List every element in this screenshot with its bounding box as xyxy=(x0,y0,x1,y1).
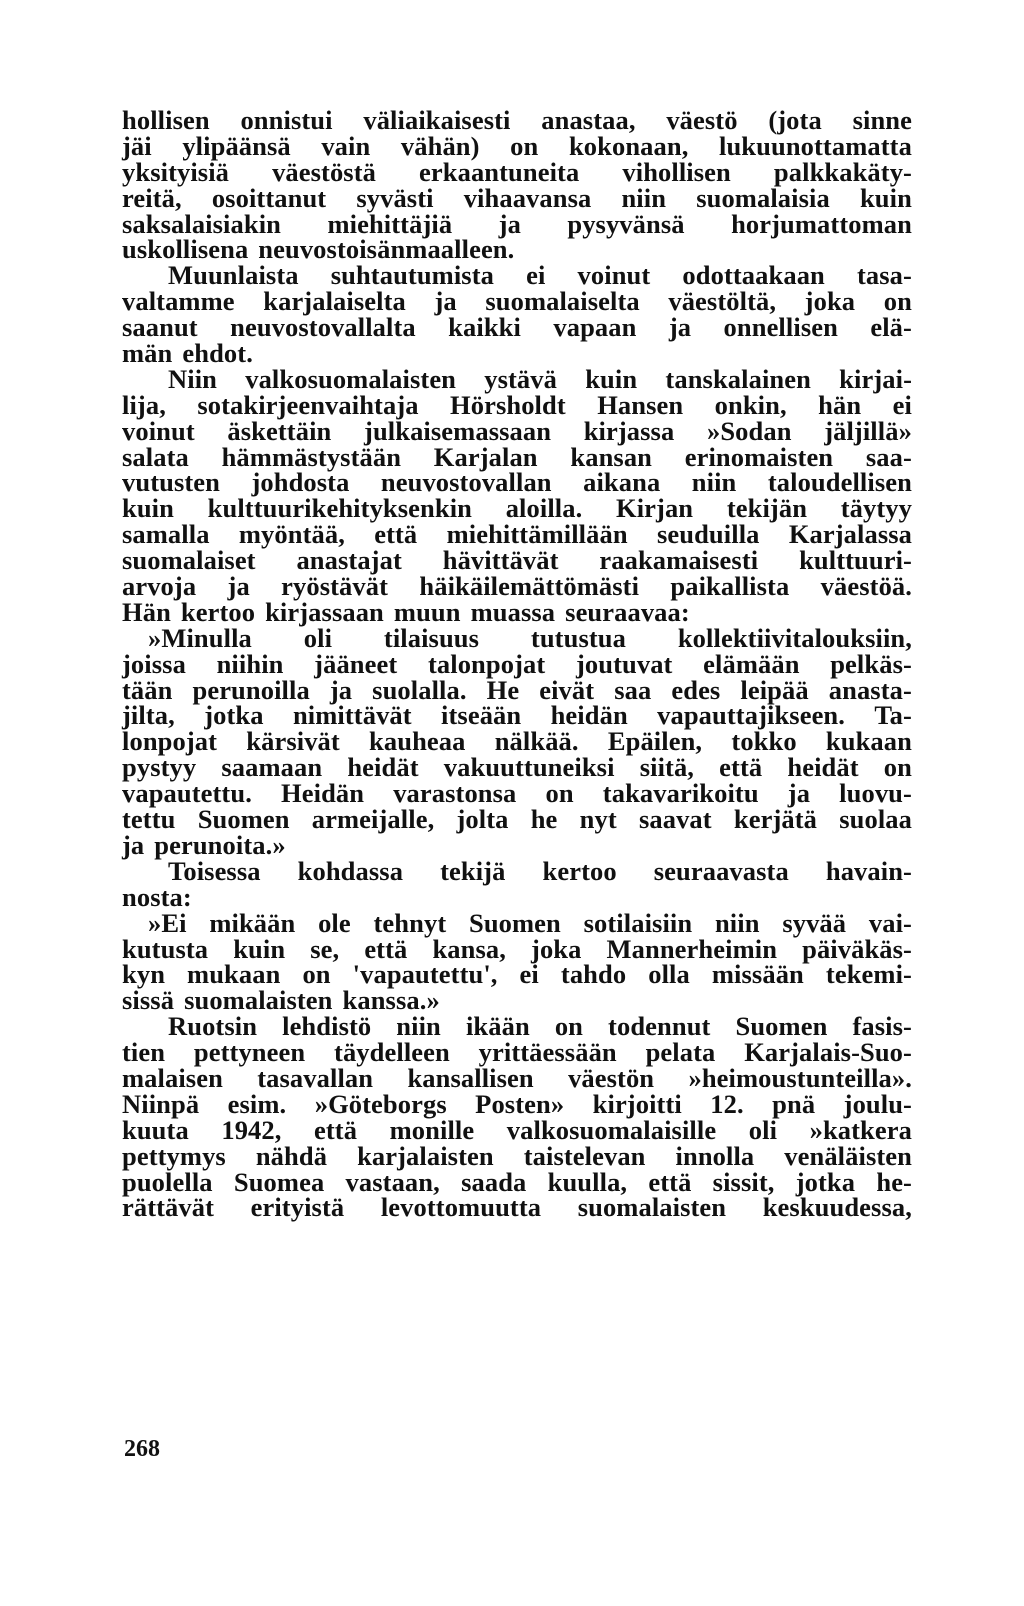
word: he- xyxy=(876,1166,912,1197)
word: elä- xyxy=(870,312,912,343)
word: ei xyxy=(526,260,546,291)
word: väestö xyxy=(666,105,738,135)
word: män xyxy=(122,338,173,369)
word: tokko xyxy=(731,726,797,757)
word: suhtautumista xyxy=(330,260,494,291)
text-line xyxy=(122,1114,912,1145)
word: armeijalle, xyxy=(311,804,435,835)
word: on xyxy=(883,286,912,317)
word: suomalaisten xyxy=(184,985,333,1016)
word: häikäilemättömästi xyxy=(419,571,640,602)
word: miehittämillään xyxy=(446,519,628,550)
word: osoittanut xyxy=(211,182,327,213)
word: joissa xyxy=(122,648,186,679)
word: vihollisen xyxy=(622,156,731,187)
word: lukuunottamatta xyxy=(719,130,912,161)
word: pysyvänsä xyxy=(567,208,685,239)
word: Ruotsin xyxy=(168,1011,258,1042)
text-line xyxy=(122,1192,912,1223)
word: »Sodan xyxy=(706,415,792,446)
word: kyn xyxy=(122,959,166,990)
word: saa- xyxy=(865,441,912,472)
text-line xyxy=(122,648,912,679)
word: Karjalais-Suo- xyxy=(744,1037,912,1068)
word: kerjätä xyxy=(733,804,818,835)
word: vapaan xyxy=(553,312,637,343)
word: niin xyxy=(621,182,667,213)
word: täydelleen xyxy=(334,1037,450,1068)
word: neuvostoisänmaalleen. xyxy=(258,234,515,265)
word: keskuudessa, xyxy=(762,1192,912,1223)
word: esim. xyxy=(227,1088,287,1119)
word: suomalaiselta xyxy=(485,286,640,317)
word: sinne xyxy=(852,105,912,135)
word: myöntää, xyxy=(238,519,345,550)
word: neuvostovallan xyxy=(380,467,552,498)
word: kansa, xyxy=(432,933,506,964)
word: Epäilen, xyxy=(607,726,703,757)
word: nosta: xyxy=(122,881,192,912)
text-line xyxy=(122,105,912,135)
word: miehittäjiä xyxy=(327,208,453,239)
word: »katkera xyxy=(809,1114,912,1145)
word: nimittävät xyxy=(292,700,412,731)
text-line xyxy=(122,829,912,860)
word: kulttuurikehityksenkin xyxy=(207,493,473,524)
word: kuin xyxy=(122,493,174,524)
word: uskollisena xyxy=(122,234,249,265)
word: odottaakaan xyxy=(682,260,825,291)
word: kollektiivitalouksiin, xyxy=(677,622,912,653)
word: kertoo xyxy=(542,855,617,886)
word: heidät xyxy=(787,752,859,783)
word: se, xyxy=(310,933,340,964)
word: He xyxy=(486,674,520,705)
word: ja xyxy=(122,829,145,860)
word: väliaikaisesti xyxy=(363,105,511,135)
word: että xyxy=(719,752,763,783)
word: ja xyxy=(227,571,250,602)
word: erityistä xyxy=(250,1192,345,1223)
word: kansallisen xyxy=(407,1062,534,1093)
word: Posten» xyxy=(475,1088,565,1119)
word: niin xyxy=(396,1011,441,1042)
word: väestöstä xyxy=(272,156,376,187)
word: sotilaisiin xyxy=(583,907,693,938)
word: »Göteborgs xyxy=(314,1088,447,1119)
text-line xyxy=(122,363,912,394)
word: onnistui xyxy=(240,105,333,135)
word: ja xyxy=(668,312,692,343)
word: hän xyxy=(818,389,862,420)
word: vähän) xyxy=(400,130,480,161)
word: nähdä xyxy=(255,1140,328,1171)
word: erinomaisten xyxy=(684,441,834,472)
word: suolalla. xyxy=(372,674,467,705)
word: havain- xyxy=(825,855,912,886)
word: että xyxy=(648,1166,692,1197)
word: sissä xyxy=(122,985,175,1016)
word: on xyxy=(883,752,912,783)
word: venäläisten xyxy=(784,1140,912,1171)
word: kärsivät xyxy=(246,726,340,757)
word: suomalaisten xyxy=(577,1192,727,1223)
word: ja xyxy=(498,208,521,239)
word: vain xyxy=(321,130,371,161)
word: Suomea xyxy=(233,1166,325,1197)
word: niin xyxy=(691,467,737,498)
word: julkaisemassaan xyxy=(364,415,552,446)
word: kertoo xyxy=(180,596,256,627)
word: lehdistö xyxy=(282,1011,372,1042)
word: syvää xyxy=(782,907,847,938)
word: ja xyxy=(434,286,457,317)
word: tasa- xyxy=(857,260,912,291)
word: tekijän xyxy=(726,493,808,524)
word: erkaantuneita xyxy=(419,156,580,187)
word: hämmästystään xyxy=(221,441,402,472)
word: jääneet xyxy=(314,648,398,679)
word: tettu xyxy=(122,804,176,835)
word: ole xyxy=(318,907,351,938)
word: tasavallan xyxy=(257,1062,374,1093)
word: »heimoustunteilla». xyxy=(688,1062,912,1093)
word: samalla xyxy=(122,519,210,550)
word: kirjai- xyxy=(839,363,912,394)
word: voinut xyxy=(577,260,651,291)
word: aikana xyxy=(583,467,661,498)
word: ei xyxy=(892,389,912,420)
word: sissit, xyxy=(712,1166,775,1197)
word: suomalaiset xyxy=(122,545,256,576)
word: heidät xyxy=(347,752,419,783)
word: että xyxy=(374,519,418,550)
word: levottomuutta xyxy=(380,1192,542,1223)
word: Muunlaista xyxy=(168,260,299,291)
word: 1942, xyxy=(221,1114,282,1145)
word: joka xyxy=(531,933,582,964)
word: jilta, xyxy=(122,700,175,731)
word: »Minulla xyxy=(148,622,252,653)
word: tanskalainen xyxy=(665,363,811,394)
word: muun xyxy=(393,596,461,627)
word: vai- xyxy=(868,907,912,938)
word: pettyneen xyxy=(193,1037,306,1068)
word: jäi xyxy=(122,130,152,161)
word: kirjassa xyxy=(583,415,675,446)
word: kirjassaan xyxy=(265,596,384,627)
word: tien xyxy=(122,1037,166,1068)
word: saksalaisiakin xyxy=(122,208,282,239)
word: oli xyxy=(748,1114,778,1145)
word: valtamme xyxy=(122,286,235,317)
word: ehdot. xyxy=(182,338,253,369)
word: horjumattoman xyxy=(731,208,912,239)
word: olla xyxy=(648,959,690,990)
word: kuuta xyxy=(122,1114,189,1145)
word: seuraavasta xyxy=(653,855,789,886)
word: yksityisiä xyxy=(122,156,230,187)
word: »Ei xyxy=(148,907,187,938)
text-line xyxy=(122,182,912,213)
word: ei xyxy=(519,959,539,990)
word: väestöltä, xyxy=(668,286,777,317)
word: jäljillä» xyxy=(824,415,912,446)
word: edes xyxy=(671,674,721,705)
word: puolella xyxy=(122,1166,213,1197)
word: kansan xyxy=(570,441,653,472)
word: elämään xyxy=(703,648,800,679)
word: on xyxy=(510,130,539,161)
word: 12. xyxy=(710,1088,744,1119)
word: malaisen xyxy=(122,1062,223,1093)
word: tään xyxy=(122,674,173,705)
word: perunoilla xyxy=(192,674,310,705)
word: neuvostovallalta xyxy=(230,312,416,343)
word: tilaisuus xyxy=(383,622,480,653)
word: lija, xyxy=(122,389,166,420)
word: kulttuuri- xyxy=(799,545,912,576)
word: Heidän xyxy=(281,778,365,809)
word: sotakirjeenvaihtaja xyxy=(197,389,419,420)
word: leipää xyxy=(740,674,809,705)
word: rättävät xyxy=(122,1192,215,1223)
word: pnä xyxy=(772,1088,816,1119)
word: tahdo xyxy=(560,959,627,990)
word: Hörsholdt xyxy=(450,389,566,420)
word: ryöstävät xyxy=(281,571,389,602)
word: muassa xyxy=(470,596,556,627)
word: Karjalan xyxy=(433,441,538,472)
word: saanut xyxy=(122,312,198,343)
word: Karjalassa xyxy=(788,519,912,550)
word: voinut xyxy=(122,415,195,446)
word: Ta- xyxy=(874,700,912,731)
word: Suomen xyxy=(197,804,290,835)
word: innolla xyxy=(675,1140,755,1171)
word: Niinpä xyxy=(122,1088,200,1119)
word: ylipäänsä xyxy=(182,130,291,161)
word: paikallista xyxy=(670,571,790,602)
word: saa xyxy=(614,674,652,705)
text-line xyxy=(122,596,912,627)
word: (jota xyxy=(768,105,822,135)
word: kirjoitti xyxy=(592,1088,682,1119)
word: väestöä. xyxy=(820,571,912,602)
word: johdosta xyxy=(251,467,350,498)
word: vapauttajikseen. xyxy=(657,700,845,731)
word: kutusta xyxy=(122,933,209,964)
page-number: 268 xyxy=(124,1436,160,1462)
text-line xyxy=(122,1062,912,1093)
word: lonpojat xyxy=(122,726,218,757)
word: perunoita.» xyxy=(154,829,286,860)
word: seuraavaa: xyxy=(565,596,690,627)
word: pelkäs- xyxy=(830,648,912,679)
word: niin xyxy=(714,907,760,938)
word: tehnyt xyxy=(373,907,447,938)
word: kohdassa xyxy=(297,855,404,886)
word: valkosuomalaisille xyxy=(506,1114,717,1145)
word: Hän xyxy=(122,596,171,627)
word: vakuuttuneiksi xyxy=(443,752,615,783)
word: kauheaa xyxy=(369,726,466,757)
word: kaikki xyxy=(448,312,521,343)
word: taloudellisen xyxy=(767,467,912,498)
word: heidän xyxy=(550,700,628,731)
word: pelata xyxy=(645,1037,716,1068)
word: niihin xyxy=(216,648,284,679)
word: 'vapautettu', xyxy=(352,959,498,990)
word: joutuvat xyxy=(575,648,673,679)
word: ja xyxy=(787,778,811,809)
word: talonpojat xyxy=(427,648,546,679)
word: kuin xyxy=(233,933,286,964)
word: ja xyxy=(329,674,353,705)
word: kuin xyxy=(859,182,912,213)
word: karjalaiselta xyxy=(263,286,406,317)
word: kokonaan, xyxy=(568,130,689,161)
word: anastaa, xyxy=(541,105,636,135)
word: vapautettu. xyxy=(122,778,252,809)
word: jotka xyxy=(204,700,264,731)
word: saada xyxy=(461,1166,527,1197)
word: syvästi xyxy=(356,182,434,213)
word: jolta xyxy=(456,804,509,835)
word: saavat xyxy=(638,804,712,835)
word: he xyxy=(530,804,558,835)
body-text xyxy=(122,105,912,1223)
word: pystyy xyxy=(122,752,197,783)
word: äskettäin xyxy=(227,415,332,446)
word: mikään xyxy=(209,907,296,938)
word: arvoja xyxy=(122,571,197,602)
word: Suomen xyxy=(468,907,561,938)
word: joka xyxy=(804,286,856,317)
word: että xyxy=(364,933,408,964)
word: eivät xyxy=(539,674,595,705)
word: seuduilla xyxy=(656,519,760,550)
word: nälkää. xyxy=(494,726,579,757)
text-line xyxy=(122,855,912,886)
word: salata xyxy=(122,441,189,472)
word: on xyxy=(554,1011,584,1042)
word: yrittäessään xyxy=(478,1037,617,1068)
word: ikään xyxy=(465,1011,530,1042)
word: on xyxy=(545,778,574,809)
text-line xyxy=(122,881,912,912)
word: takavarikoitu xyxy=(602,778,759,809)
word: missään xyxy=(711,959,804,990)
word: tekijä xyxy=(440,855,506,886)
word: että xyxy=(314,1114,358,1145)
word: raakamaisesti xyxy=(599,545,759,576)
word: anastajat xyxy=(296,545,402,576)
word: hävittävät xyxy=(442,545,559,576)
text-line xyxy=(122,156,912,187)
text-line xyxy=(122,1088,912,1119)
word: tutustua xyxy=(530,622,626,653)
word: hollisen xyxy=(122,105,210,135)
text-line xyxy=(122,1140,912,1171)
word: Mannerheimin xyxy=(606,933,778,964)
word: on xyxy=(302,959,331,990)
word: anasta- xyxy=(828,674,912,705)
word: itseään xyxy=(441,700,522,731)
word: palkkakäty- xyxy=(773,156,912,187)
text-line xyxy=(122,130,912,161)
word: fasis- xyxy=(852,1011,912,1042)
word: vastaan, xyxy=(345,1166,440,1197)
text-line xyxy=(122,622,912,653)
word: karjalaisten xyxy=(357,1140,494,1171)
word: ystävä xyxy=(484,363,557,394)
word: saamaan xyxy=(221,752,323,783)
word: Hansen xyxy=(597,389,684,420)
word: suolaa xyxy=(839,804,912,835)
word: vutusten xyxy=(122,467,220,498)
word: todennut xyxy=(608,1011,711,1042)
word: kukaan xyxy=(825,726,912,757)
word: Kirjan xyxy=(616,493,694,524)
word: varastonsa xyxy=(393,778,517,809)
word: mukaan xyxy=(187,959,281,990)
word: väestön xyxy=(568,1062,655,1093)
word: nyt xyxy=(579,804,617,835)
word: kuulla, xyxy=(547,1166,628,1197)
word: Niin xyxy=(168,363,218,394)
text-line xyxy=(122,907,912,938)
word: monille xyxy=(389,1114,475,1145)
word: oli xyxy=(303,622,333,653)
word: Suomen xyxy=(735,1011,828,1042)
word: kanssa.» xyxy=(342,985,440,1016)
word: taistelevan xyxy=(523,1140,646,1171)
word: pettymys xyxy=(122,1140,226,1171)
word: täytyy xyxy=(840,493,912,524)
word: kuin xyxy=(585,363,638,394)
word: jotka xyxy=(795,1166,856,1197)
word: siitä, xyxy=(639,752,695,783)
word: reitä, xyxy=(122,182,182,213)
word: onnellisen xyxy=(723,312,838,343)
word: valkosuomalaisten xyxy=(245,363,457,394)
word: onkin, xyxy=(714,389,787,420)
word: luovu- xyxy=(839,778,912,809)
text-line xyxy=(122,389,912,420)
text-line xyxy=(122,415,912,446)
word: aloilla. xyxy=(505,493,583,524)
word: Toisessa xyxy=(168,855,261,886)
word: vihaavansa xyxy=(463,182,592,213)
word: joulu- xyxy=(843,1088,912,1119)
word: tekemi- xyxy=(825,959,912,990)
word: suomalaisia xyxy=(696,182,830,213)
word: päiväkäs- xyxy=(802,933,912,964)
